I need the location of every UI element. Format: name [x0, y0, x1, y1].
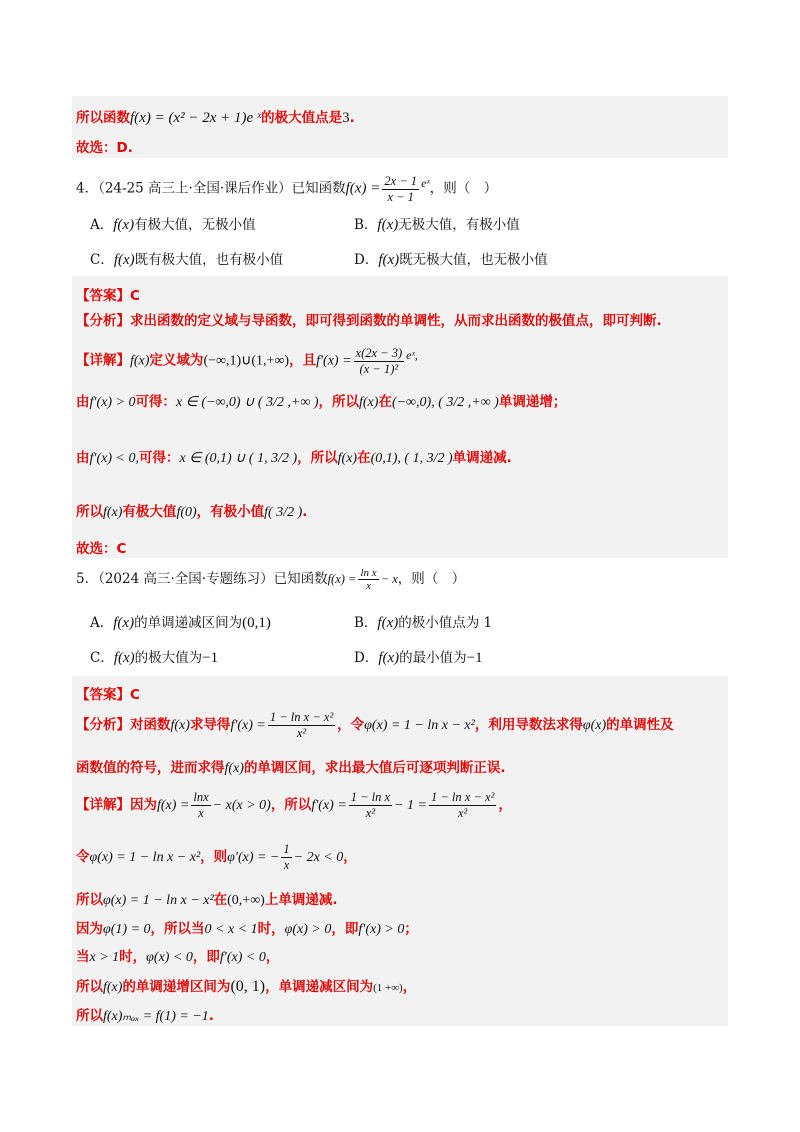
choice-line: 故选：D. — [76, 140, 133, 156]
detail-5-line6: 所以f(x)的单调递增区间为(0, 1)，单调递减区间为(1 +∞)， — [76, 978, 417, 995]
fraction: $\frac{\text{1 − ln x}}{\text{x²}}$ — [350, 790, 391, 820]
detail-5-line1: 【详解】因为f(x) = $\frac{\ln x}{x}$ − x(x > 0)，所以f′(x) = $\frac{\text{1 − ln x}}{\text{x²}}$ − 1 = $\frac{\text{1 − ln x − x²}}{\text{x²}}$ ， — [76, 790, 512, 820]
option-a[interactable]: A．f(x)有极大值，无极小值 — [90, 217, 256, 233]
detail-5-line2: 令φ(x) = 1 − ln x − x²，则φ′(x) = − $\frac{1}{x}$ − 2x < 0， — [76, 842, 357, 872]
fraction: $\frac{2x - 1}{x - 1}$ — [384, 173, 418, 204]
option-b[interactable]: B．f(x)的极小值点为 1 — [354, 615, 493, 631]
choice-4: 故选：C — [76, 541, 127, 557]
detail-4-line3: 由f′(x) < 0,可得：x ∈ (0,1) ∪ ( 1, 3/2 )，所以f(x)在(0,1), ( 1, 3/2 )单调递减. — [76, 450, 512, 466]
option-c[interactable]: C．f(x)既有极大值，也有极小值 — [90, 252, 284, 268]
fraction: $\frac{\ln x}{x}$ — [193, 790, 209, 820]
analysis-4: 【分析】求出函数的定义域与导函数，即可得到函数的单调性，从而求出函数的极值点，即可判断. — [76, 313, 662, 329]
detail-4-line4: 所以f(x)有极大值f(0)，有极小值f( 3/2 ). — [76, 504, 308, 520]
answer-5: 【答案】C — [76, 687, 140, 703]
detail-5-line7: 所以f(x)ₘₐₓ = f(1) = −1. — [76, 1008, 214, 1024]
detail-4-line2: 由f′(x) > 0可得：x ∈ (−∞,0) ∪ ( 3/2 ,+∞ )，所以f(x)在(−∞,0), ( 3/2 ,+∞ )单调递增； — [76, 394, 567, 410]
fraction: $\frac{\text{1 − ln x − x²}}{\text{x²}}$ — [431, 790, 495, 820]
fraction: $\frac{1}{x}$ — [283, 842, 290, 872]
fraction: $\frac{x(2x - 3)}{\text{(x − 1)²}}$ — [355, 345, 403, 376]
question-5-stem: 5．（2024 高三·全国·专题练习）已知函数f(x) = $\frac{\text{ln x}}{x}$ − x，则（ ） — [76, 567, 466, 592]
fraction: $\frac{\text{ln x}}{x}$ — [360, 567, 377, 592]
option-a[interactable]: A．f(x)的单调递减区间为(0,1) — [90, 615, 271, 631]
answer-4: 【答案】C — [76, 288, 140, 304]
option-d[interactable]: D．f(x)的最小值为−1 — [354, 650, 483, 666]
fraction: $\frac{\text{1 − ln x − x²}}{\text{x²}}$ — [269, 710, 334, 740]
analysis-5-line2: 函数值的符号，进而求得f(x)的单调区间，求出最大值后可逐项判断正误. — [76, 760, 506, 776]
option-d[interactable]: D．f(x)既无极大值，也无极小值 — [354, 252, 548, 268]
option-b[interactable]: B．f(x)无极大值，有极小值 — [354, 217, 520, 233]
detail-5-line3: 所以φ(x) = 1 − ln x − x²在(0,+∞)上单调递减. — [76, 892, 338, 908]
detail-4-line1: 【详解】f(x)定义域为(−∞,1)∪(1,+∞)，且f′(x) = $\frac{x(2x - 3)}{\text{(x − 1)²}}$ eˣ, — [76, 345, 418, 376]
analysis-5-line1: 【分析】对函数f(x)求导得f′(x) = $\frac{\text{1 − ln x − x²}}{\text{x²}}$ ，令φ(x) = 1 − ln x − x²，利用导数法求得φ(x)的单调性及 — [76, 710, 674, 740]
detail-5-line5: 当x > 1时，φ(x) < 0，即f′(x) < 0， — [76, 949, 280, 965]
detail-5-line4: 因为φ(1) = 0，所以当0 < x < 1时，φ(x) > 0，即f′(x) > 0； — [76, 921, 418, 937]
solution-conclusion-line: 所以函数f(x) = (x² − 2x + 1)e ˣ的极大值点是3. — [76, 110, 355, 126]
question-4-stem: 4．（24-25 高三上·全国·课后作业）已知函数f(x) = $\frac{2x - 1}{x - 1}$ eˣ，则（ ） — [76, 173, 498, 204]
option-c[interactable]: C．f(x)的极大值为−1 — [90, 650, 219, 666]
